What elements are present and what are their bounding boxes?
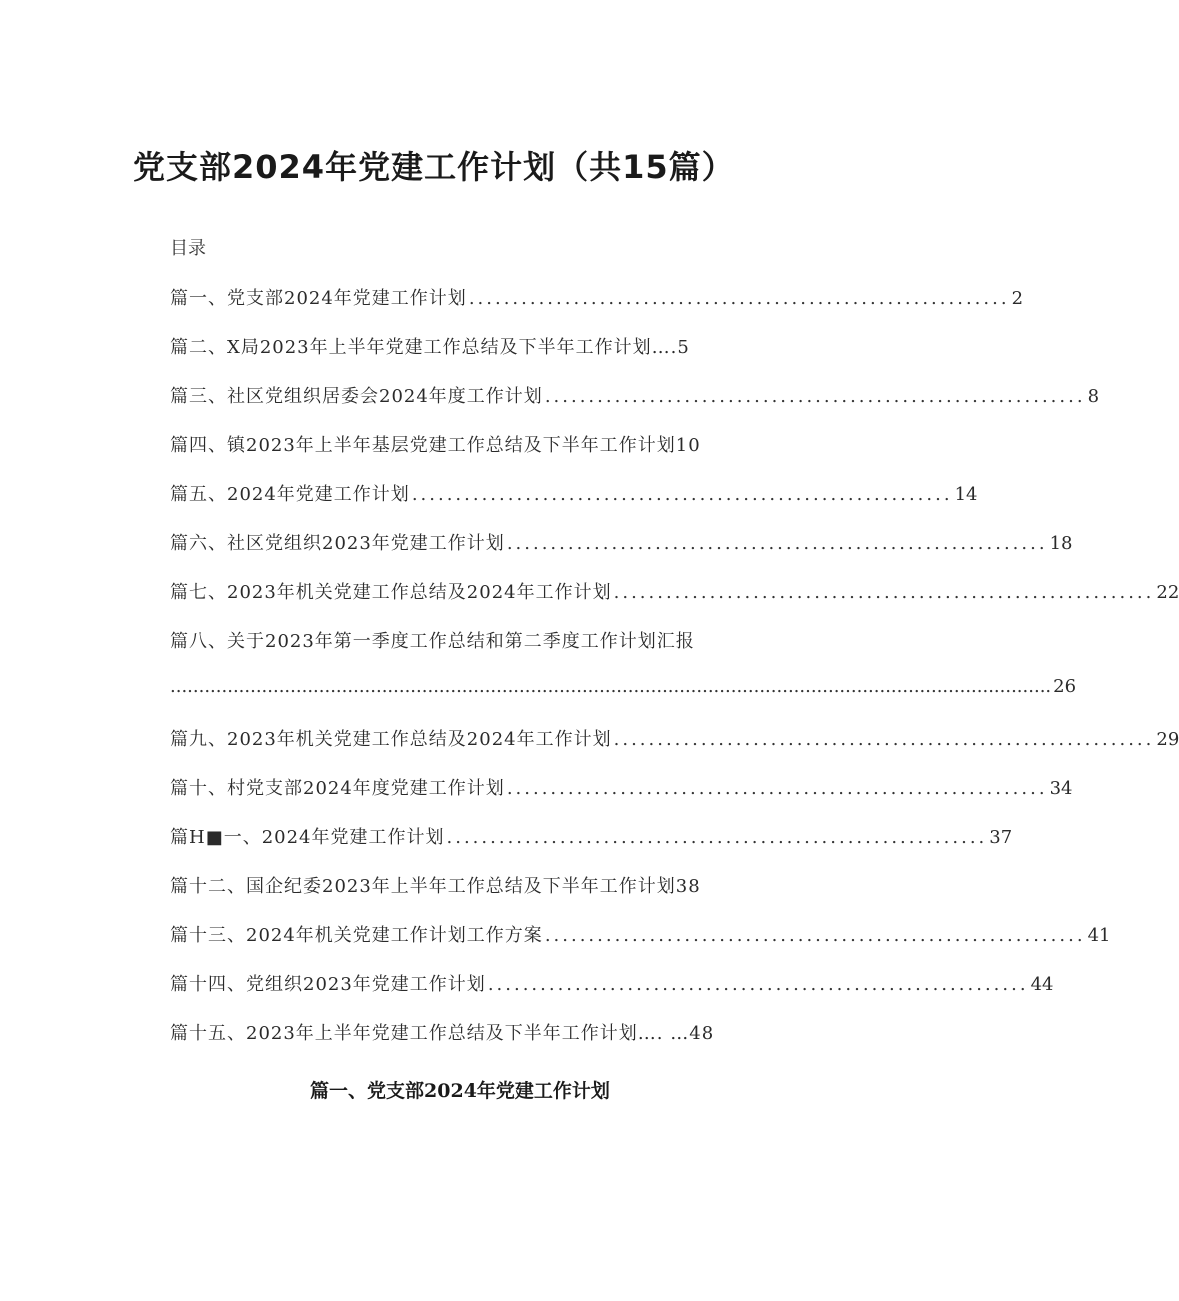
toc-entry[interactable] <box>170 725 1179 753</box>
toc-entry[interactable] <box>170 872 764 900</box>
toc-entry[interactable] <box>170 921 1111 949</box>
toc-entry-label: 篇十二、国企纪委2023年上半年工作总结及下半年工作计划38 <box>170 876 701 897</box>
toc-entry-page: 22 <box>1156 582 1179 603</box>
document-title: 党支部2024年党建工作计划（共15篇） <box>133 148 735 186</box>
toc-entry-page: 34 <box>1049 778 1073 799</box>
toc-entry[interactable] <box>170 1019 764 1047</box>
section-heading: 篇一、党支部2024年党建工作计划 <box>310 1080 610 1102</box>
toc-entry-label: 篇七、2023年机关党建工作总结及2024年工作计划 <box>170 582 612 603</box>
toc-leader-dots: .............................................................. <box>544 925 1086 946</box>
toc-entry-page: 29 <box>1156 729 1179 750</box>
toc-entry[interactable] <box>170 774 1073 802</box>
toc-entry[interactable] <box>170 382 1100 410</box>
toc-entry-page: 41 <box>1087 925 1111 946</box>
toc-entry[interactable] <box>170 627 764 655</box>
toc-leader-dots: .............................................................. <box>506 533 1048 554</box>
toc-entry[interactable] <box>170 529 1073 557</box>
toc-entry-page: 14 <box>954 484 978 505</box>
toc-entry[interactable] <box>170 284 1024 312</box>
toc-entry-label: 篇二、X局2023年上半年党建工作总结及下半年工作计划….5 <box>170 337 690 358</box>
toc-entry-label: 篇一、党支部2024年党建工作计划 <box>170 288 467 309</box>
toc-leader-dots: .............................................................. <box>487 974 1029 995</box>
toc-entry[interactable] <box>170 578 1179 606</box>
toc-entry-page: 8 <box>1087 386 1100 407</box>
toc-entry-label: 篇五、2024年党建工作计划 <box>170 484 410 505</box>
toc-entry-page: 37 <box>989 827 1013 848</box>
toc-entry-page: 26 <box>1053 676 1077 697</box>
toc-entry-page: 18 <box>1049 533 1073 554</box>
toc-entry[interactable] <box>170 480 978 508</box>
toc-leader-dots: .............................................................. <box>468 288 1010 309</box>
toc-entry-label: 篇十、村党支部2024年度党建工作计划 <box>170 778 505 799</box>
toc-heading: 目录 <box>170 238 206 259</box>
toc-entry[interactable] <box>170 431 764 459</box>
toc-entry-label: 篇H■一、2024年党建工作计划 <box>170 827 445 848</box>
toc-entry-continuation[interactable] <box>170 676 1077 704</box>
toc-entry-label: 篇六、社区党组织2023年党建工作计划 <box>170 533 505 554</box>
toc-leader-dots: .............................................................. <box>411 484 953 505</box>
toc-leader-dots: .......................................................................................................................................................... <box>170 676 1052 697</box>
toc-entry-page: 44 <box>1030 974 1054 995</box>
toc-leader-dots: .............................................................. <box>613 582 1155 603</box>
toc-leader-dots: .............................................................. <box>446 827 988 848</box>
toc-entry-page: 2 <box>1011 288 1024 309</box>
toc-entry-label: 篇十三、2024年机关党建工作计划工作方案 <box>170 925 543 946</box>
toc-leader-dots: .............................................................. <box>613 729 1155 750</box>
toc-entry-label: 篇九、2023年机关党建工作总结及2024年工作计划 <box>170 729 612 750</box>
toc-entry-label: 篇三、社区党组织居委会2024年度工作计划 <box>170 386 543 407</box>
toc-entry-label: 篇十五、2023年上半年党建工作总结及下半年工作计划…. …48 <box>170 1023 715 1044</box>
toc-leader-dots: .............................................................. <box>506 778 1048 799</box>
toc-entry-label: 篇十四、党组织2023年党建工作计划 <box>170 974 486 995</box>
toc-leader-dots: .............................................................. <box>544 386 1086 407</box>
toc-entry[interactable] <box>170 823 1013 851</box>
toc-entry[interactable] <box>170 333 764 361</box>
toc-entry-label: 篇四、镇2023年上半年基层党建工作总结及下半年工作计划10 <box>170 435 701 456</box>
toc-entry-label: 篇八、关于2023年第一季度工作总结和第二季度工作计划汇报 <box>170 631 695 652</box>
toc-entry[interactable] <box>170 970 1054 998</box>
